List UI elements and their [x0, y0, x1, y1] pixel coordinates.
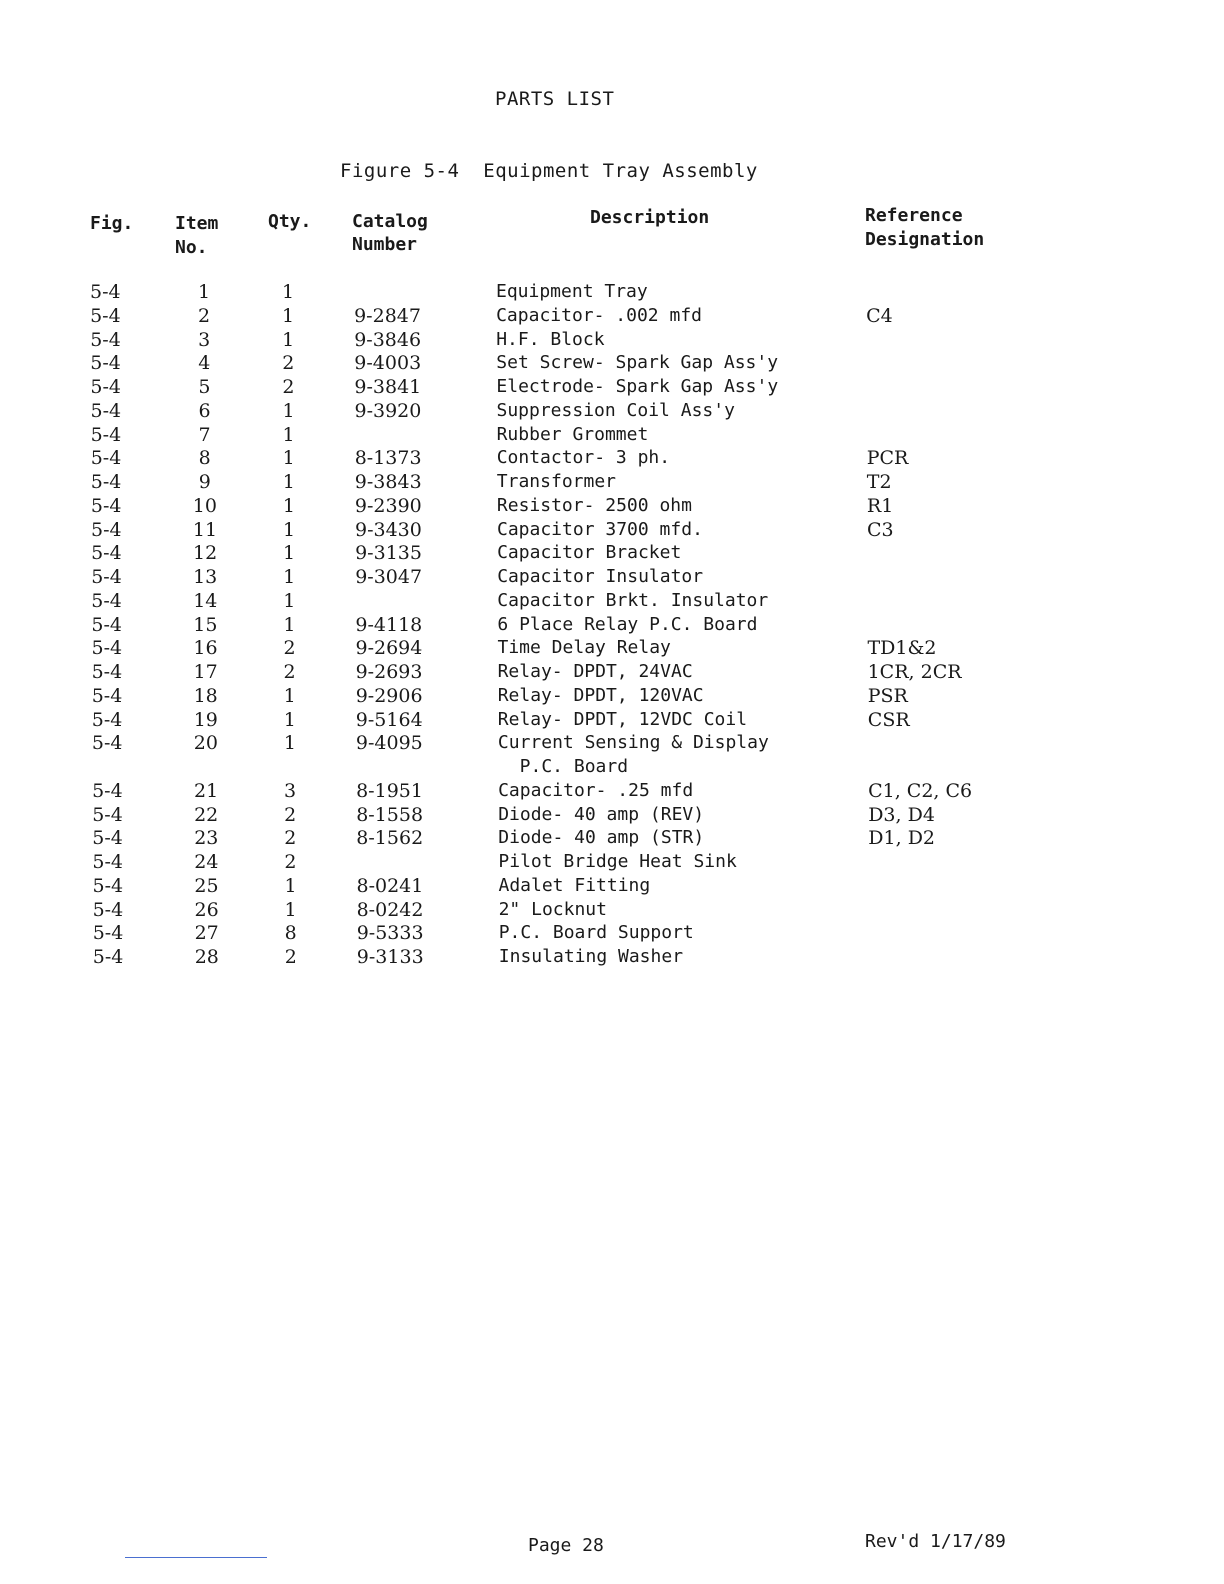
cell-catalog: 9-3843: [354, 471, 422, 493]
cell-fig: 5-4: [90, 447, 122, 470]
cell-catalog: 9-5333: [356, 922, 424, 945]
cell-description: 6 Place Relay P.C. Board: [497, 613, 758, 635]
cell-description: Diode- 40 amp (REV): [498, 803, 705, 825]
figure-caption: Figure 5-4 Equipment Tray Assembly: [340, 160, 758, 182]
col-catalog-header-2: Number: [352, 234, 418, 255]
cell-qty: 1: [283, 589, 296, 612]
cell-description: Pilot Bridge Heat Sink: [498, 851, 737, 872]
cell-fig: 5-4: [91, 542, 122, 565]
cell-catalog: 8-1558: [356, 803, 424, 826]
cell-reference: PSR: [867, 684, 908, 707]
cell-catalog: 9-4118: [355, 613, 423, 636]
page-title: PARTS LIST: [495, 88, 615, 110]
cell-item: 5: [198, 376, 211, 398]
cell-catalog: 8-0241: [356, 874, 424, 897]
cell-item: 11: [192, 518, 218, 541]
cell-catalog: 9-4095: [355, 732, 423, 755]
cell-reference: D1, D2: [868, 827, 936, 850]
cell-description: Set Screw- Spark Gap Ass'y: [496, 352, 779, 374]
cell-fig: 5-4: [90, 352, 121, 375]
cell-fig: 5-4: [92, 874, 124, 897]
cell-qty: 1: [282, 494, 295, 517]
cell-qty: 1: [283, 732, 296, 755]
cell-catalog: 9-2390: [354, 494, 422, 517]
cell-description: Adalet Fitting: [498, 874, 651, 896]
cell-fig: 5-4: [90, 281, 121, 303]
cell-item: 21: [194, 779, 219, 802]
cell-reference: R1: [866, 494, 894, 517]
cell-description: Current Sensing & Display: [497, 732, 769, 754]
cell-description: Insulating Washer: [498, 946, 684, 967]
cell-description: Contactor- 3 ph.: [496, 447, 671, 469]
cell-description: Capacitor Insulator: [497, 566, 704, 587]
cell-fig: 5-4: [91, 613, 122, 636]
cell-item: 14: [193, 589, 218, 612]
cell-fig: 5-4: [90, 423, 122, 446]
col-item-header-2: No.: [175, 237, 208, 258]
cell-item: 10: [192, 494, 217, 517]
cell-item: 18: [193, 684, 218, 707]
cell-item: 3: [198, 328, 211, 351]
cell-fig: 5-4: [92, 851, 123, 873]
cell-fig: 5-4: [91, 684, 123, 707]
cell-description: Capacitor- .002 mfd: [496, 304, 702, 326]
cell-catalog: 9-5164: [355, 708, 423, 731]
cell-item: 6: [198, 399, 211, 422]
cell-description: Suppression Coil Ass'y: [496, 399, 735, 421]
cell-description: Diode- 40 amp (STR): [498, 827, 705, 849]
cell-description: Relay- DPDT, 12VDC Coil: [497, 708, 748, 730]
cell-description: 2" Locknut: [498, 898, 607, 920]
cell-qty: 1: [282, 399, 295, 422]
cell-catalog: 9-2847: [354, 304, 421, 327]
cell-reference: 1CR, 2CR: [867, 661, 962, 683]
cell-qty: 2: [282, 376, 295, 398]
cell-description: H.F. Block: [496, 328, 605, 350]
cell-qty: 1: [284, 898, 297, 921]
cell-description: Electrode- Spark Gap Ass'y: [496, 376, 779, 397]
cell-fig: 5-4: [90, 304, 121, 327]
cell-reference: C3: [867, 518, 894, 541]
cell-qty: 3: [284, 779, 297, 802]
cell-reference: CSR: [867, 708, 910, 731]
cell-qty: 2: [284, 851, 297, 873]
cell-item: 24: [194, 851, 219, 873]
cell-qty: 1: [282, 471, 295, 493]
cell-catalog: 8-1562: [356, 827, 424, 850]
cell-reference: C4: [866, 304, 893, 327]
cell-description: Capacitor Bracket: [497, 542, 682, 564]
cell-item: 12: [193, 542, 218, 565]
cell-fig: 5-4: [91, 708, 123, 731]
col-item-header-1: Item: [175, 213, 219, 234]
cell-item: 19: [193, 708, 218, 731]
cell-fig: 5-4: [91, 566, 122, 588]
cell-reference: TD1&2: [867, 637, 937, 660]
cell-qty: 2: [284, 946, 297, 968]
cell-qty: 1: [283, 613, 296, 636]
cell-item: 26: [194, 898, 219, 921]
cell-qty: 1: [283, 708, 296, 731]
col-reference-header-1: Reference: [865, 205, 963, 226]
col-qty-header: Qty.: [268, 211, 312, 232]
cell-description: Rubber Grommet: [496, 423, 649, 445]
revision-date: Rev'd 1/17/89: [865, 1531, 1006, 1552]
cell-qty: 1: [283, 566, 296, 588]
cell-catalog: 9-4003: [354, 352, 422, 375]
cell-item: 9: [198, 471, 211, 493]
cell-catalog: 9-3430: [355, 518, 422, 541]
col-description-header: Description: [590, 207, 710, 228]
cell-fig: 5-4: [90, 471, 122, 493]
cell-qty: 2: [283, 661, 296, 683]
cell-catalog: 9-2906: [355, 684, 423, 707]
cell-fig: 5-4: [92, 827, 123, 850]
cell-qty: 1: [282, 328, 295, 351]
cell-item: 23: [194, 827, 219, 850]
cell-item: 28: [194, 946, 219, 968]
cell-description: Resistor- 2500 ohm: [496, 494, 692, 516]
col-fig-header: Fig.: [90, 213, 134, 234]
cell-description: P.C. Board: [498, 756, 629, 777]
cell-fig: 5-4: [91, 589, 122, 612]
cell-item: 25: [194, 874, 219, 897]
cell-qty: 1: [282, 518, 296, 541]
cell-description: P.C. Board Support: [498, 922, 694, 944]
cell-fig: 5-4: [90, 376, 121, 398]
cell-qty: 1: [282, 304, 295, 327]
cell-description: Time Delay Relay: [497, 637, 671, 659]
cell-item: 15: [193, 613, 218, 636]
cell-catalog: 9-3047: [355, 566, 423, 588]
cell-fig: 5-4: [91, 637, 123, 660]
cell-item: 7: [198, 423, 211, 446]
cell-qty: 1: [282, 447, 295, 470]
cell-fig: 5-4: [91, 732, 123, 755]
cell-fig: 5-4: [91, 518, 122, 541]
col-catalog-header-1: Catalog: [352, 211, 428, 232]
cell-item: 20: [193, 732, 218, 755]
cell-item: 27: [194, 922, 219, 945]
cell-qty: 1: [282, 423, 295, 446]
cell-description: Capacitor- .25 mfd: [498, 779, 694, 801]
cell-catalog: 9-3135: [355, 542, 422, 565]
cell-fig: 5-4: [92, 922, 124, 945]
cell-catalog: 8-1951: [356, 779, 423, 802]
cell-description: Transformer: [496, 471, 617, 492]
cell-fig: 5-4: [90, 494, 122, 517]
cell-description: Equipment Tray: [496, 281, 648, 302]
cell-description: Capacitor Brkt. Insulator: [497, 589, 769, 611]
cell-qty: 2: [284, 827, 297, 850]
cell-catalog: 9-2693: [355, 661, 423, 683]
cell-item: 8: [198, 447, 211, 470]
col-reference-header-2: Designation: [865, 229, 985, 250]
cell-description: Capacitor 3700 mfd.: [497, 518, 703, 540]
footer-rule: [125, 1557, 267, 1558]
cell-reference: C1, C2, C6: [868, 779, 973, 802]
cell-catalog: 9-3133: [356, 946, 424, 968]
cell-item: 13: [193, 566, 218, 588]
cell-catalog: 8-0242: [356, 898, 424, 921]
cell-qty: 2: [284, 803, 297, 826]
cell-reference: PCR: [866, 447, 909, 470]
cell-fig: 5-4: [92, 803, 123, 826]
cell-fig: 5-4: [92, 946, 124, 968]
cell-qty: 1: [283, 542, 296, 565]
cell-item: 17: [193, 661, 218, 683]
cell-fig: 5-4: [90, 328, 121, 351]
cell-qty: 1: [283, 684, 296, 707]
cell-fig: 5-4: [92, 898, 124, 921]
cell-fig: 5-4: [90, 399, 122, 422]
cell-item: 4: [198, 352, 211, 375]
cell-reference: T2: [866, 471, 892, 493]
cell-qty: 1: [281, 281, 295, 303]
cell-qty: 8: [284, 922, 297, 945]
cell-fig: 5-4: [92, 779, 123, 802]
cell-qty: 1: [284, 874, 297, 897]
cell-qty: 2: [282, 352, 295, 375]
cell-fig: 5-4: [91, 661, 123, 683]
cell-item: 22: [194, 803, 219, 826]
cell-reference: D3, D4: [868, 803, 935, 826]
page-number: Page 28: [528, 1535, 604, 1556]
cell-description: Relay- DPDT, 24VAC: [497, 661, 693, 682]
cell-qty: 2: [283, 637, 296, 660]
cell-item: 2: [198, 304, 211, 327]
cell-item: 1: [197, 281, 211, 303]
cell-catalog: 9-2694: [355, 637, 423, 660]
cell-catalog: 9-3841: [354, 376, 422, 398]
cell-description: Relay- DPDT, 120VAC: [497, 684, 704, 706]
cell-catalog: 9-3920: [354, 399, 422, 422]
cell-catalog: 8-1373: [354, 447, 422, 470]
cell-item: 16: [193, 637, 218, 660]
cell-catalog: 9-3846: [354, 328, 422, 351]
